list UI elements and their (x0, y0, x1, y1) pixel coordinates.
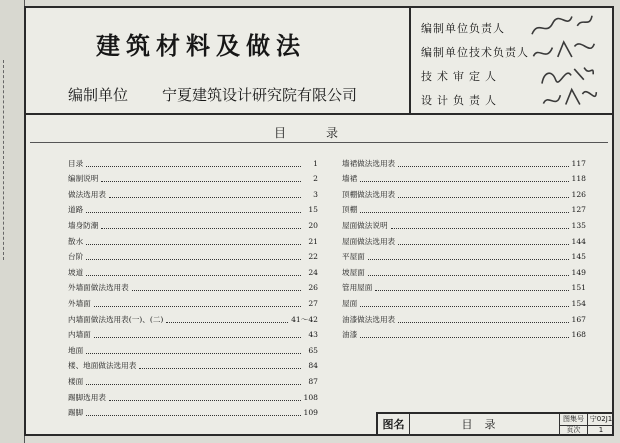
toc-entry-page: 135 (571, 220, 586, 230)
toc-leader-dots (86, 243, 301, 245)
toc-leader-dots (360, 336, 568, 338)
toc-entry-page: 1 (313, 158, 318, 168)
toc-entry-page: 154 (571, 298, 586, 308)
toc-leader-dots (398, 243, 568, 245)
toc-leader-dots (94, 305, 301, 307)
toc-entry-name: 管用屋面 (342, 283, 373, 293)
toc-entry (68, 247, 318, 263)
toc-leader-dots (375, 289, 568, 291)
toc-entry-name: 屋面做法选用表 (342, 236, 396, 246)
drawing-sheet (24, 6, 614, 436)
toc-entry-name: 内墙面 (68, 330, 91, 340)
toc-entry-page: 84 (308, 361, 318, 371)
toc-leader-dots (368, 274, 569, 276)
toc-leader-dots (86, 165, 301, 167)
toc-left-column (68, 153, 318, 418)
toc-leader-dots (398, 165, 568, 167)
toc-leader-dots (398, 196, 568, 198)
toc-entry-name: 油漆 (342, 330, 358, 340)
toc-entry-name: 顶棚 (342, 205, 358, 215)
toc-leader-dots (86, 258, 301, 260)
figure-name-label: 图名 (378, 414, 410, 436)
toc-entry-name: 屋面 (342, 298, 358, 308)
toc-entry-name: 坡屋面 (342, 267, 365, 277)
page-number: 1 (598, 426, 604, 434)
binding-signature-line (3, 60, 20, 260)
toc-leader-dots (368, 258, 569, 260)
toc-entry (68, 403, 318, 419)
toc-entry-name: 做法选用表 (68, 189, 106, 199)
toc-entry-name: 地面 (68, 345, 84, 355)
toc-entry-name: 墙裙 (342, 174, 358, 184)
toc-entry (68, 200, 318, 216)
toc-entry-page: 87 (308, 376, 318, 386)
toc-entry (68, 262, 318, 278)
toc-entry (68, 169, 318, 185)
toc-entry-page: 126 (571, 189, 586, 199)
toc-entry (68, 340, 318, 356)
toc-entry-page: 117 (571, 158, 586, 168)
resp-row-reviewer: 技术审定人 (421, 70, 501, 83)
toc-entry (342, 278, 586, 294)
atlas-values (588, 414, 614, 436)
toc-leader-dots (86, 274, 301, 276)
toc-entry-page: 26 (308, 283, 318, 293)
toc-entry-page: 2 (313, 174, 318, 184)
toc-entry-page: 145 (571, 252, 586, 262)
toc-entry (342, 247, 586, 263)
toc-entry-page: 3 (313, 189, 318, 199)
toc-leader-dots (101, 227, 301, 229)
toc-entry-page: 167 (571, 314, 586, 324)
toc-entry-name: 墙裙做法选用表 (342, 158, 396, 168)
toc-entry (342, 325, 586, 341)
resp-row-tech-head: 编制单位技术负责人 (421, 46, 529, 59)
toc-entry-name: 坡道 (68, 267, 84, 277)
toc-title: 目录 (274, 126, 379, 140)
toc-entry-name: 台阶 (68, 252, 84, 262)
toc-entry-name: 踢脚 (68, 408, 84, 418)
toc-right-column (342, 153, 586, 340)
toc-entry-page: 168 (571, 330, 586, 340)
toc-entry-name: 内墙面做法选用表(一)、(二) (68, 314, 164, 324)
toc-entry-name: 编制说明 (68, 174, 99, 184)
toc-leader-dots (360, 211, 568, 213)
atlas-labels (560, 414, 588, 436)
toc-entry (342, 231, 586, 247)
binding-strip (0, 0, 25, 443)
toc-entry (68, 309, 318, 325)
toc-entry (342, 169, 586, 185)
toc-entry (342, 293, 586, 309)
toc-entry (68, 184, 318, 200)
toc-leader-dots (86, 211, 301, 213)
toc-entry-page: 24 (308, 267, 318, 277)
toc-leader-dots (166, 321, 288, 323)
toc-entry-page: 151 (571, 283, 586, 293)
toc-entry (342, 184, 586, 200)
toc-entry (68, 153, 318, 169)
toc-entry (342, 153, 586, 169)
page-title: 建筑材料及做法 (96, 31, 306, 60)
toc-entry-name: 目录 (68, 158, 84, 168)
toc-entry-name: 外墙面 (68, 298, 91, 308)
toc-leader-dots (398, 321, 568, 323)
toc-title-rule (30, 142, 608, 143)
toc-entry (342, 200, 586, 216)
toc-leader-dots (360, 180, 568, 182)
toc-entry-page: 21 (308, 236, 318, 246)
unit-name: 宁夏建筑设计研究院有限公司 (162, 86, 358, 104)
toc-entry-page: 41～42 (291, 314, 318, 324)
toc-entry (68, 356, 318, 372)
atlas-no-label: 图集号 (560, 414, 587, 426)
toc-entry-page: 127 (571, 205, 586, 215)
title-block (376, 412, 614, 436)
toc-leader-dots (94, 336, 301, 338)
atlas-no: 宁02J1 (588, 414, 614, 426)
toc-leader-dots (101, 180, 301, 182)
toc-entry-name: 墙身防潮 (68, 220, 99, 230)
toc-entry-page: 144 (571, 236, 586, 246)
toc-entry-name: 平屋面 (342, 252, 365, 262)
toc-entry-page: 43 (308, 330, 318, 340)
toc-entry-page: 108 (303, 392, 318, 402)
toc-entry (68, 371, 318, 387)
unit-label: 编制单位 (68, 86, 129, 104)
toc-entry-name: 踢脚选用表 (68, 392, 106, 402)
toc-entry-name: 散水 (68, 236, 84, 246)
toc-leader-dots (391, 227, 569, 229)
toc-entry (68, 387, 318, 403)
toc-entry-page: 22 (308, 252, 318, 262)
toc-entry-name: 油漆做法选用表 (342, 314, 396, 324)
toc-entry (68, 293, 318, 309)
toc-entry (68, 215, 318, 231)
toc-entry-page: 118 (571, 174, 586, 184)
toc-leader-dots (132, 289, 301, 291)
toc-leader-dots (139, 367, 301, 369)
toc-entry-name: 楼面 (68, 376, 84, 386)
resp-row-designer: 设计负责人 (421, 94, 501, 107)
page-label: 页次 (566, 426, 581, 434)
toc-leader-dots (109, 196, 301, 198)
toc-entry-page: 20 (308, 220, 318, 230)
resp-row-unit-head: 编制单位负责人 (421, 22, 505, 35)
toc-entry-page: 149 (571, 267, 586, 277)
toc-entry-name: 道路 (68, 205, 84, 215)
toc-entry-page: 109 (303, 408, 318, 418)
responsibility-block (409, 8, 614, 113)
toc-leader-dots (86, 383, 301, 385)
toc-entry (68, 231, 318, 247)
toc-entry-page: 15 (308, 205, 318, 215)
toc-entry (342, 215, 586, 231)
toc-entry (342, 262, 586, 278)
toc-entry (342, 309, 586, 325)
toc-entry (68, 325, 318, 341)
header-block (26, 8, 612, 115)
figure-name: 目录 (410, 414, 560, 436)
toc-entry-name: 顶棚做法选用表 (342, 189, 396, 199)
toc-entry-name: 屋面做法说明 (342, 220, 388, 230)
toc-entry-name: 楼、地面做法选用表 (68, 361, 137, 371)
toc-entry (68, 278, 318, 294)
toc-leader-dots (109, 399, 301, 401)
toc-leader-dots (86, 352, 301, 354)
toc-leader-dots (86, 414, 300, 416)
toc-entry-name: 外墙面做法选用表 (68, 283, 129, 293)
toc-leader-dots (360, 305, 568, 307)
toc-entry-page: 27 (308, 298, 318, 308)
toc-entry-page: 65 (308, 345, 318, 355)
